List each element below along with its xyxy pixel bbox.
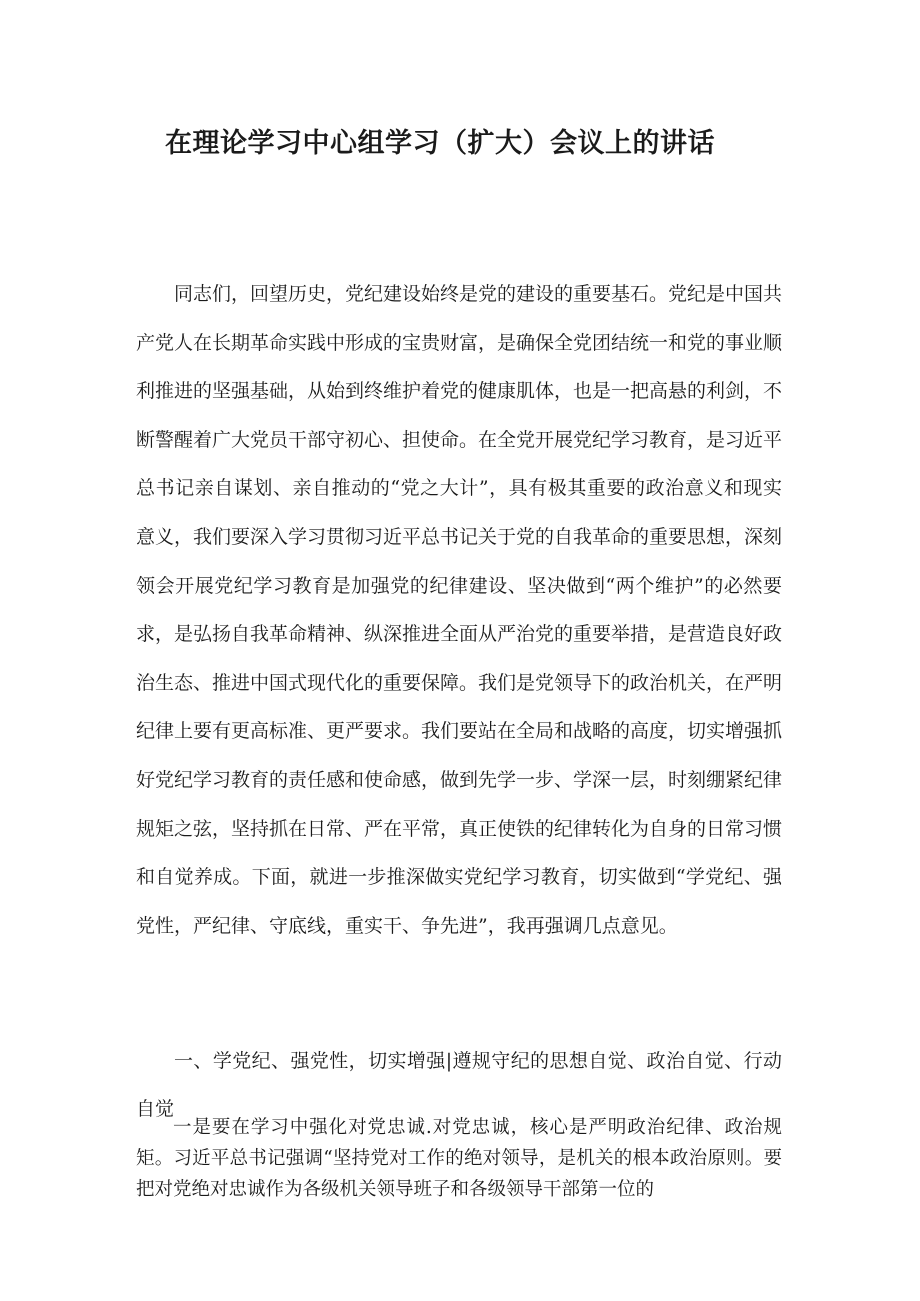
- point-paragraph: 一是要在学习中强化对党忠诚.对党忠诚，核心是严明政治纪律、政治规矩。习近平总书记强调“坚持党对工作的绝对领导，是机关的根本政治原则。要把对党绝对忠诚作为各级机关领导班子和各级领导干部第一位的: [136, 1117, 782, 1200]
- document-title: 在理论学习中心组学习（扩大）会议上的讲话: [165, 128, 715, 159]
- intro-paragraph: 同志们，回望历史，党纪建设始终是党的建设的重要基石。党纪是中国共产党人在长期革命实践中形成的宝贵财富，是确保全党团结统一和党的事业顺利推进的坚强基础，从始到终维护着党的健康肌体，也是一把高悬的利剑，不断警醒着广大党员干部守初心、担使命。在全党开展党纪学习教育，是习近平总书记亲自谋划、亲自推动的“党之大计”，具有极其重要的政治意义和现实意义，我们要深入学习贯彻习近平总书记关于党的自我革命的重要思想，深刻领会开展党纪学习教育是加强党的纪律建设、坚决做到“两个维护”的必然要求，是弘扬自我革命精神、纵深推进全面从严治党的重要举措，是营造良好政治生态、推进中国式现代化的重要保障。我们是党领导下的政治机关，在严明纪律上要有更高标准、更严要求。我们要站在全局和战略的高度，切实增强抓好党纪学习教育的责任感和使命感，做到先学一步、学深一层，时刻绷紧纪律规矩之弦，坚持抓在日常、严在平常，真正使铁的纪律转化为自身的日常习惯和自觉养成。下面，就进一步推深做实党纪学习教育，切实做到“学党纪、强党性，严纪律、守底线，重实干、争先进”，我再强调几点意见。: [136, 283, 783, 937]
- section-heading: 一、学党纪、强党性，切实增强|遵规守纪的思想自觉、政治自觉、行动自觉: [136, 1050, 782, 1120]
